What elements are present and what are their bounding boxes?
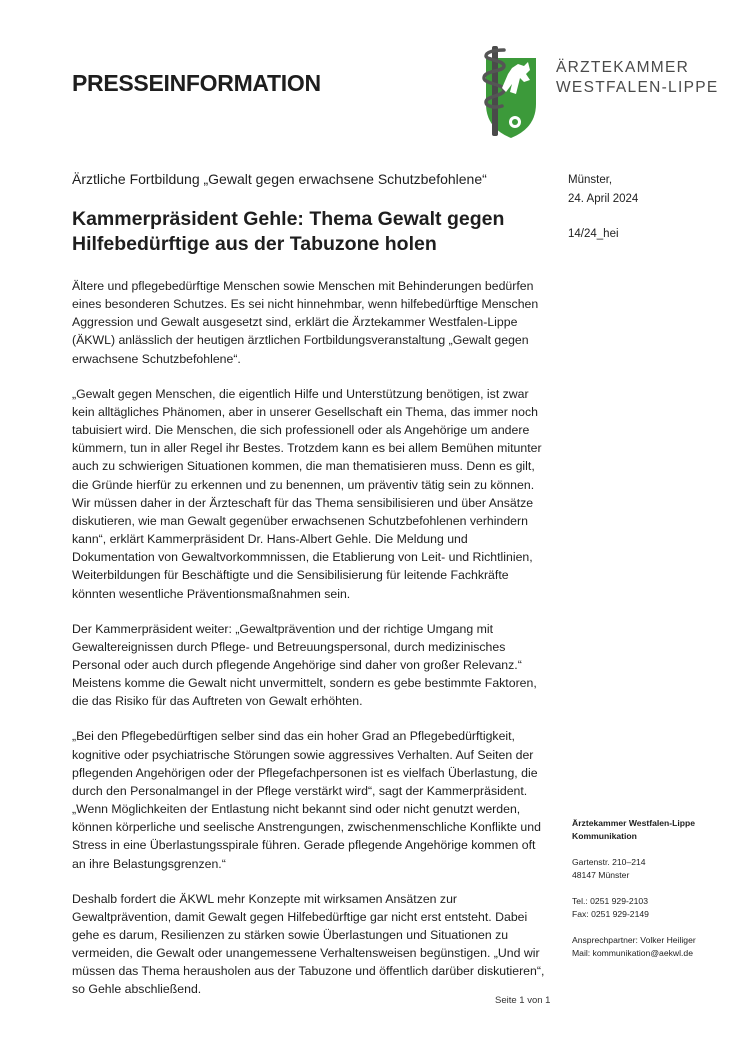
contact-department: Kommunikation: [572, 831, 637, 841]
contact-org: Ärztekammer Westfalen-Lippe: [572, 818, 696, 828]
meta-info: [568, 171, 638, 244]
article-subtitle: Ärztliche Fortbildung „Gewalt gegen erwachsene Schutzbefohlene“: [72, 171, 487, 187]
press-release-heading: PRESSEINFORMATION: [72, 70, 321, 96]
meta-reference: 14/24_hei: [568, 228, 619, 240]
paragraph: „Gewalt gegen Menschen, die eigentlich Hilfe und Unterstützung benötigen, ist zwar kein alltägliches Phänomen, aber in unserer Gesellschaft ein Thema, das immer noch tabuisiert wird. Die Menschen, die sich professionell oder als Angehörige um andere kümmern, tun in aller Regel ihr Bestes. Trotzdem kann es bei allem Bemühen mitunter auch zu schwierigen Situationen kommen, die man thematisieren muss. Denn es gilt, die Gründe hierfür zu erkennen und zu benennen, um präventiv tätig sein zu können. Wir müssen daher in der Ärzteschaft für das Thema sensibilisieren und über Ansätze diskutieren, wie man Gewalt gegenüber erwachsenen Schutzbefohlenen verhindern kann“, erklärt Kammerpräsident Dr. Hans-Albert Gehle. Die Meldung und Dokumentation von Gewaltvorkommnissen, die Etablierung von Leit- und Richtlinien, Weiterbildungen für Beschäftigte und die Sensibilisierung für leitende Fachkräfte könnten wesentliche Präventionsmaßnahmen sein.: [72, 386, 542, 601]
article-body: [72, 277, 550, 1016]
contact-mail: Mail: kommunikation@aekwl.de: [572, 948, 693, 958]
contact-fax: Fax: 0251 929-2149: [572, 909, 649, 919]
meta-date: 24. April 2024: [568, 193, 639, 205]
paragraph: „Bei den Pflegebedürftigen selber sind das ein hoher Grad an Pflegebedürftigkeit, kognitive oder psychiatrische Störungen sowie aggressives Verhalten. Auf Seiten der pflegenden Angehörigen oder der Pflegefachpersonen ist es vielfach Überlastung, die durch den Personalmangel in der Pflege verstärkt wird“, sagt der Kammerpräsident. „Wenn Möglichkeiten der Entlastung nicht bekannt sind oder nicht genutzt werden, können körperliche und seelische Anstrengungen, zwischenmenschliche Konflikte und Stress in eine Überlastungsspirale führen. Gerade pflegende Angehörige kommen oft an ihre Belastungsgrenzen.“: [72, 729, 541, 871]
paragraph: Ältere und pflegebedürftige Menschen sowie Menschen mit Behinderungen bedürfen eines besonderen Schutzes. Es sei nicht hinnehmbar, wenn hilfebedürftige Menschen Aggression und Gewalt ausgesetzt sind, erklärt die Ärztekammer Westfalen-Lippe (ÄKWL) anlässlich der heutigen ärztlichen Fortbildungsveranstaltung „Gewalt gegen erwachsene Schutzbefohlene“.: [72, 279, 539, 366]
contact-person: Ansprechpartner: Volker Heiliger: [572, 935, 696, 945]
contact-city: 48147 Münster: [572, 870, 630, 880]
aekwl-logo-icon: [472, 44, 544, 140]
page-number: Seite 1 von 1: [495, 995, 551, 1006]
article-title: Kammerpräsident Gehle: Thema Gewalt gegen Hilfebedürftige aus der Tabuzone holen: [72, 208, 505, 255]
paragraph: Der Kammerpräsident weiter: „Gewaltprävention und der richtige Umgang mit Gewaltereignissen durch Pflege- und Betreuungspersonal, durch medizinisches Personal oder auch durch pflegende Angehörige sind daher von großer Relevanz.“ Meistens komme die Gewalt nicht unvermittelt, sondern es gebe bestimmte Faktoren, die das Risiko für das Auftreten von Gewalt erhöhten.: [72, 621, 537, 709]
contact-block: [572, 817, 742, 960]
contact-street: Gartenstr. 210–214: [572, 857, 646, 867]
paragraph: Deshalb fordert die ÄKWL mehr Konzepte mit wirksamen Ansätzen zur Gewaltprävention, damit Gewalt gegen Hilfebedürftige gar nicht erst entsteht. Dabei gehe es darum, Resilienzen zu stärken sowie Überlastungen und Situationen zu vermeiden, die Gewalt oder unangemessene Verhaltensweisen begünstigen. „Und wir müssen das Thema herausholen aus der Tabuzone und öffentlich darüber diskutieren“, so Gehle abschließend.: [72, 891, 545, 997]
organization-name: [556, 58, 718, 98]
contact-phone: Tel.: 0251 929-2103: [572, 896, 648, 906]
meta-place: Münster,: [568, 174, 613, 186]
organization-name-line-2: WESTFALEN-LIPPE: [556, 79, 719, 96]
organization-name-line-1: ÄRZTEKAMMER: [556, 59, 690, 76]
